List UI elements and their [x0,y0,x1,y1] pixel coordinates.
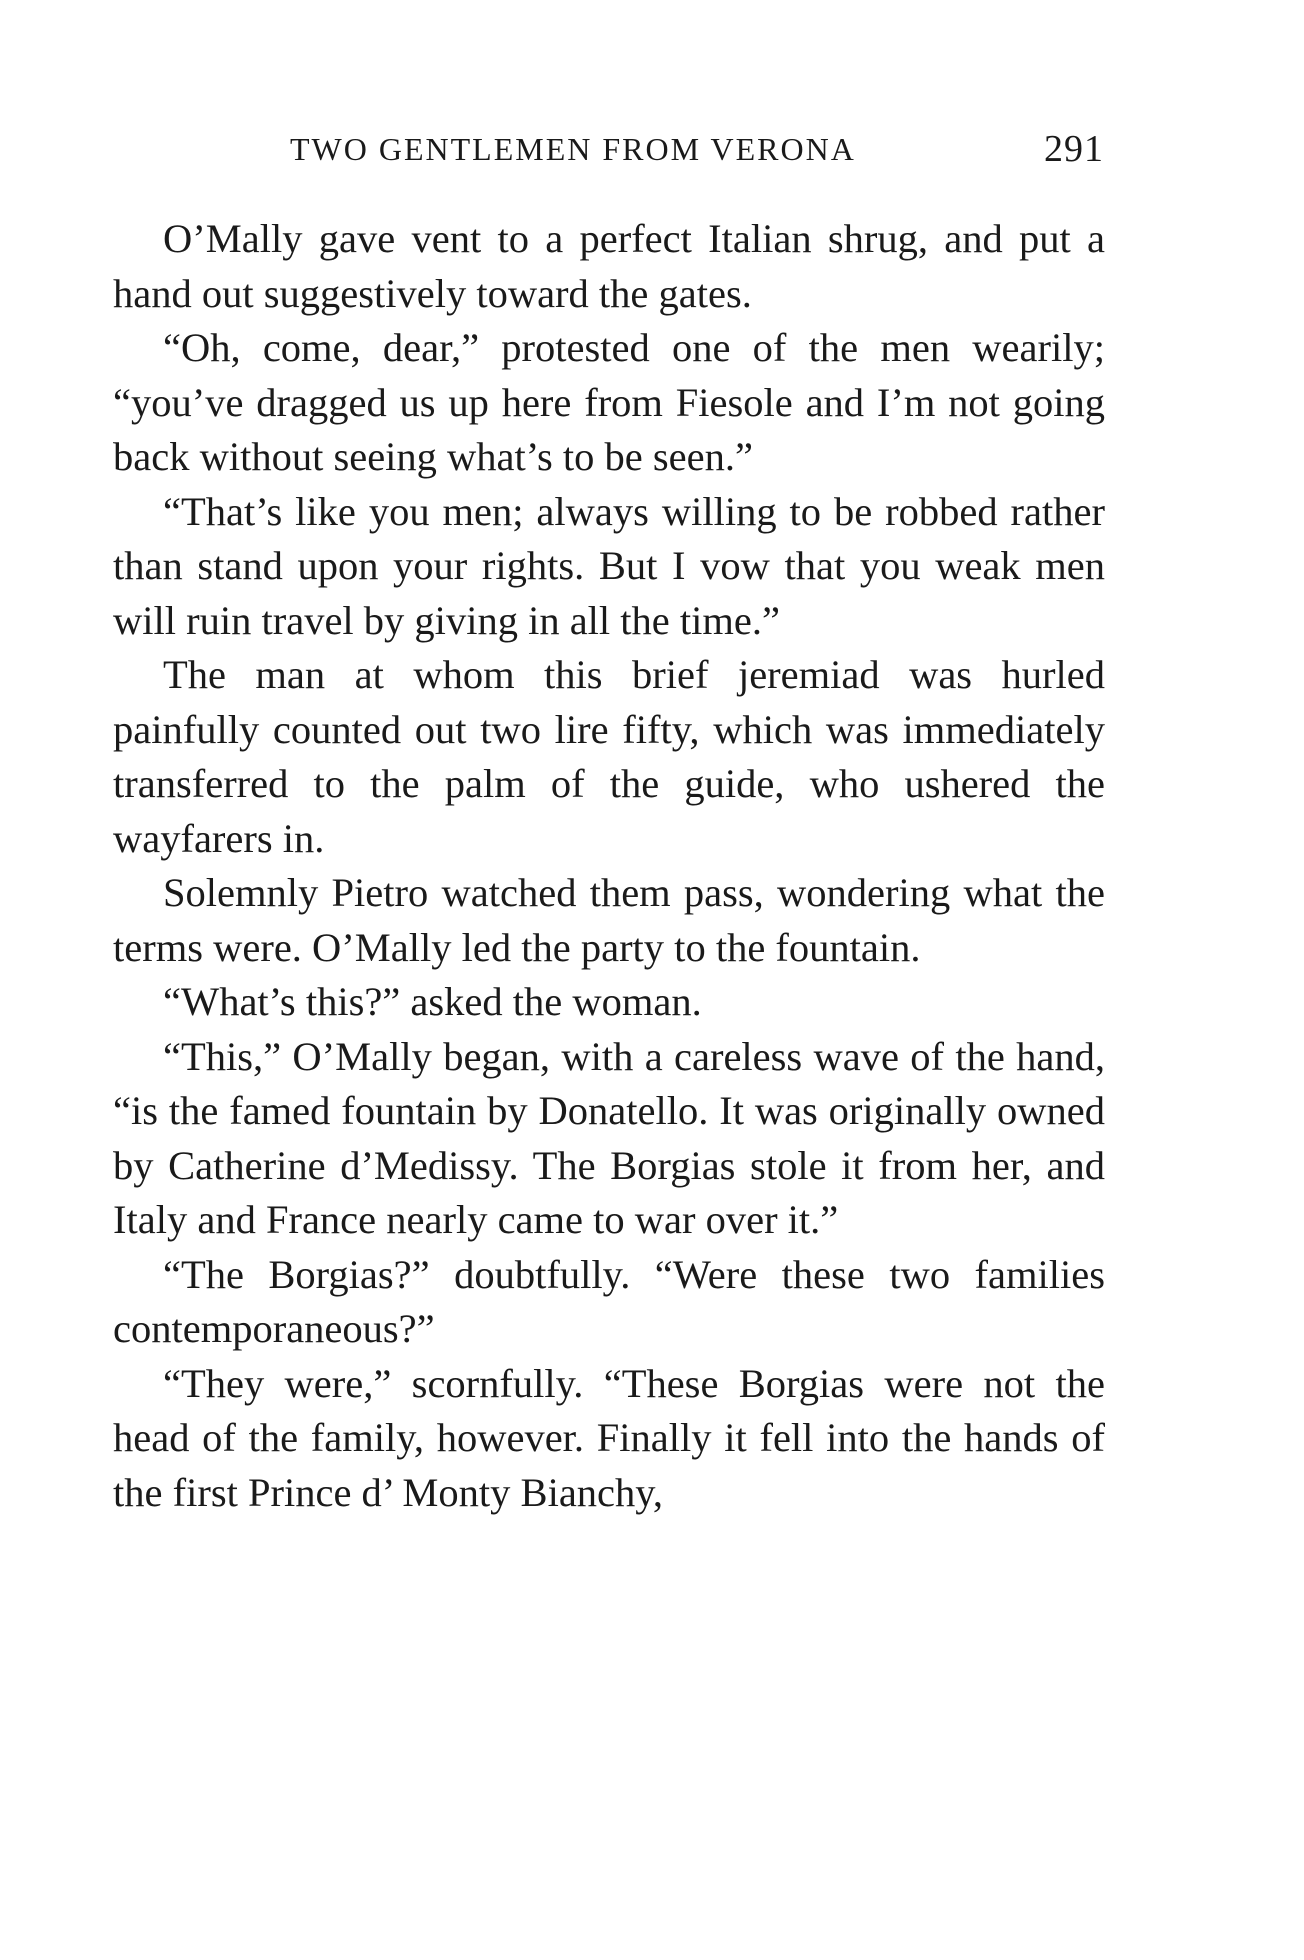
paragraph: “That’s like you men; always willing to be robbed rather than stand upon your rights. But I vow that you weak men will ruin travel by giving in all the time.” [113,488,1105,643]
paragraph: O’Mally gave vent to a perfect Italian shrug, and put a hand out suggestively toward the gates. [113,216,1105,316]
paragraph: “What’s this?” asked the woman. [163,979,702,1024]
paragraph: “This,” O’Mally began, with a careless wave of the hand, “is the famed fountain by Donatello. It was originally owned by Catherine d’Medissy. The Borgias stole it from her, and Italy and France nearly came to war over it.” [113,1033,1105,1242]
page-number: 291 [1044,128,1104,170]
paragraph: “The Borgias?” doubtfully. “Were these two families contemporaneous?” [113,1251,1105,1351]
paragraph: Solemnly Pietro watched them pass, wondering what the terms were. O’Mally led the party to the fountain. [113,870,1105,970]
paragraph: The man at whom this brief jeremiad was hurled painfully counted out two lire fifty, which was immediately transferred to the palm of the guide, who ushered the wayfarers in. [113,652,1105,861]
running-head [0,124,1304,174]
paragraph: “They were,” scornfully. “These Borgias were not the head of the family, however. Finally it fell into the hands of the first Prince d’ Monty Bianchy, [113,1360,1105,1515]
running-title: TWO GENTLEMEN FROM VERONA [290,131,856,167]
body-text [113,212,1105,1520]
paragraph: “Oh, come, dear,” protested one of the men wearily; “you’ve dragged us up here from Fiesole and I’m not going back without seeing what’s to be seen.” [113,325,1105,479]
